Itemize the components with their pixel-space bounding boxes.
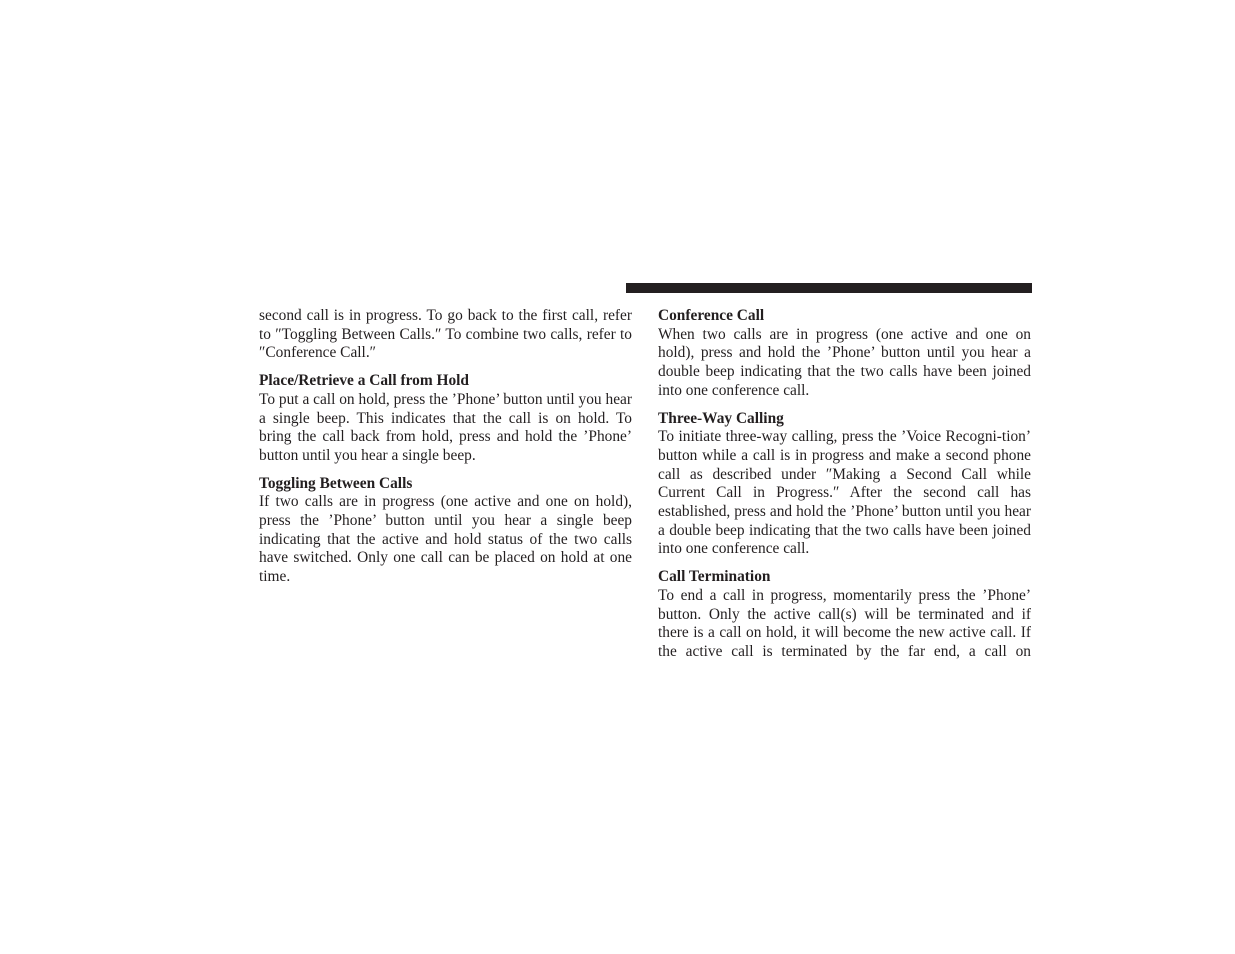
header-rule — [626, 283, 1032, 293]
section-heading: Place/Retrieve a Call from Hold — [259, 372, 469, 390]
section-body: When two calls are in progress (one active and one on hold), press and hold the ’Phone’ button until you hear a double beep indicating that the two calls have been joined into one conference call. — [658, 325, 1031, 399]
section-heading: Three-Way Calling — [658, 409, 784, 427]
section-toggling-between-calls — [259, 475, 632, 587]
right-column — [658, 307, 1031, 662]
intro-paragraph: second call is in progress. To go back to the first call, refer to ″Toggling Between Calls.″ To combine two calls, refer to ″Conference Call.″ — [259, 307, 632, 362]
section-body: If two calls are in progress (one active and one on hold), press the ’Phone’ button until you hear a single beep indicating that the active and hold status of the two calls have switched. Only one call can be placed on hold at one time. — [259, 493, 632, 586]
section-heading: Conference Call — [658, 307, 765, 324]
section-three-way-calling — [658, 410, 1031, 560]
section-body: To end a call in progress, momentarily press the ’Phone’ button. Only the active call(s) will be terminated and if there is a call on hold, it will become the new active call. If the active call is terminated by the far end, a call on — [658, 586, 1031, 660]
left-column — [259, 307, 632, 587]
section-heading: Call Termination — [658, 568, 771, 586]
section-body: To put a call on hold, press the ’Phone’ button until you hear a single beep. This indicates that the call is on hold. To bring the call back from hold, press and hold the ’Phone’ button until you hear a single beep. — [259, 390, 632, 464]
section-conference-call — [658, 307, 1031, 401]
section-place-retrieve-hold — [259, 372, 632, 466]
intro-section — [259, 307, 632, 363]
section-body: To initiate three-way calling, press the ’Voice Recogni-tion’ button while a call is in progress and make a second phone call as described under ″Making a Second Call while Current Call in Progress.″ After the second call has established, press and hold the ’Phone’ button until you hear a double beep indicating that the two calls have been joined into one conference call. — [658, 428, 1031, 558]
section-heading: Toggling Between Calls — [259, 474, 413, 492]
section-call-termination — [658, 568, 1031, 662]
